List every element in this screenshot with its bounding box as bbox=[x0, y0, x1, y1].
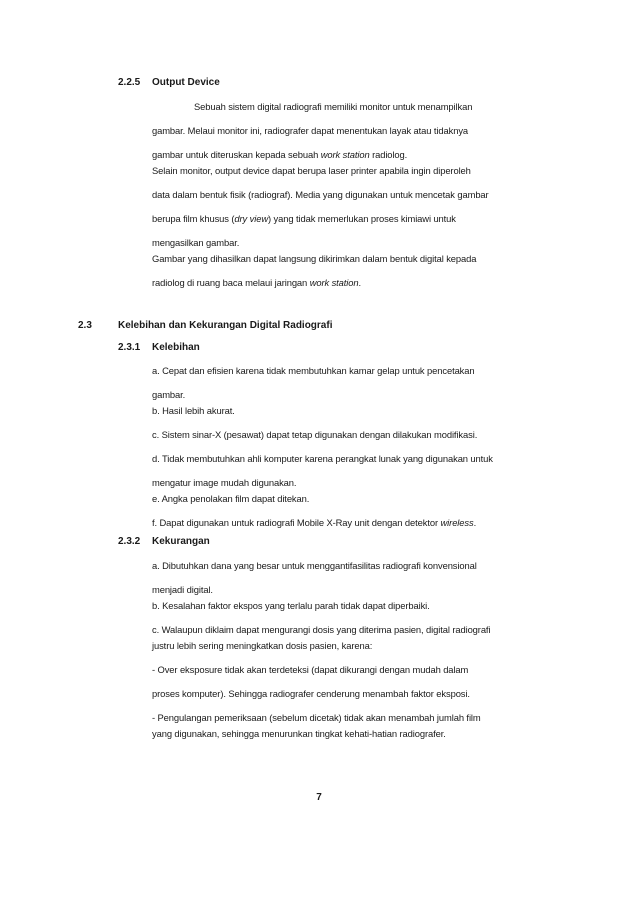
paragraph-line: Gambar yang dihasilkan dapat langsung dikirimkan dalam bentuk digital kepada bbox=[152, 253, 477, 264]
list-item: b. Kesalahan faktor ekspos yang terlalu parah tidak dapat diperbaiki. bbox=[152, 600, 430, 611]
italic-term: work station bbox=[320, 149, 370, 160]
paragraph-line: Selain monitor, output device dapat berupa laser printer apabila ingin diperoleh bbox=[152, 165, 471, 176]
list-item: - Over eksposure tidak akan terdeteksi (dapat dikurangi dengan mudah dalam bbox=[152, 664, 469, 675]
italic-term: wireless bbox=[440, 517, 474, 528]
list-item: mengatur image mudah digunakan. bbox=[152, 477, 297, 488]
paragraph-line: Sebuah sistem digital radiografi memiliki monitor untuk menampilkan bbox=[194, 101, 473, 112]
section-title-kelebihan-kekurangan: Kelebihan dan Kekurangan Digital Radiografi bbox=[118, 320, 333, 331]
list-item: justru lebih sering meningkatkan dosis pasien, karena: bbox=[152, 640, 373, 651]
section-number-2-3: 2.3 bbox=[78, 320, 92, 331]
list-item: e. Angka penolakan film dapat ditekan. bbox=[152, 493, 310, 504]
list-item: proses komputer). Sehingga radiografer cenderung menambah faktor eksposi. bbox=[152, 688, 470, 699]
section-number-2-3-1: 2.3.1 bbox=[118, 342, 141, 353]
paragraph-line: gambar. Melaui monitor ini, radiografer dapat menentukan layak atau tidaknya bbox=[152, 125, 469, 136]
section-number-2-3-2: 2.3.2 bbox=[118, 536, 141, 547]
list-item: b. Hasil lebih akurat. bbox=[152, 405, 235, 416]
list-item: gambar. bbox=[152, 389, 186, 400]
list-item: d. Tidak membutuhkan ahli komputer karena perangkat lunak yang digunakan untuk bbox=[152, 453, 493, 464]
italic-term: dry view bbox=[234, 213, 269, 224]
list-item: - Pengulangan pemeriksaan (sebelum dicetak) tidak akan menambah jumlah film bbox=[152, 712, 481, 723]
list-item: c. Sistem sinar-X (pesawat) dapat tetap digunakan dengan dilakukan modifikasi. bbox=[152, 429, 478, 440]
italic-term: work station bbox=[309, 277, 359, 288]
paragraph-line: radiolog di ruang baca melaui jaringan work station. bbox=[152, 277, 362, 288]
paragraph-line: mengasilkan gambar. bbox=[152, 237, 240, 248]
section-title-kelebihan: Kelebihan bbox=[152, 342, 200, 353]
section-number-2-2-5: 2.2.5 bbox=[118, 77, 141, 88]
list-item: c. Walaupun diklaim dapat mengurangi dosis yang diterima pasien, digital radiografi bbox=[152, 624, 491, 635]
paragraph-line: gambar untuk diteruskan kepada sebuah work station radiolog. bbox=[152, 149, 408, 160]
list-item: a. Dibutuhkan dana yang besar untuk menggantifasilitas radiografi konvensional bbox=[152, 560, 477, 571]
list-item: f. Dapat digunakan untuk radiografi Mobile X-Ray unit dengan detektor wireless. bbox=[152, 517, 477, 528]
list-item: yang digunakan, sehingga menurunkan tingkat kehati-hatian radiografer. bbox=[152, 728, 446, 739]
page-number: 7 bbox=[316, 792, 322, 803]
list-item: menjadi digital. bbox=[152, 584, 213, 595]
paragraph-line: berupa film khusus (dry view) yang tidak memerlukan proses kimiawi untuk bbox=[152, 213, 456, 224]
section-title-kekurangan: Kekurangan bbox=[152, 536, 210, 547]
list-item: a. Cepat dan efisien karena tidak membutuhkan kamar gelap untuk pencetakan bbox=[152, 365, 475, 376]
paragraph-line: data dalam bentuk fisik (radiograf). Media yang digunakan untuk mencetak gambar bbox=[152, 189, 489, 200]
section-title-output-device: Output Device bbox=[152, 77, 220, 88]
